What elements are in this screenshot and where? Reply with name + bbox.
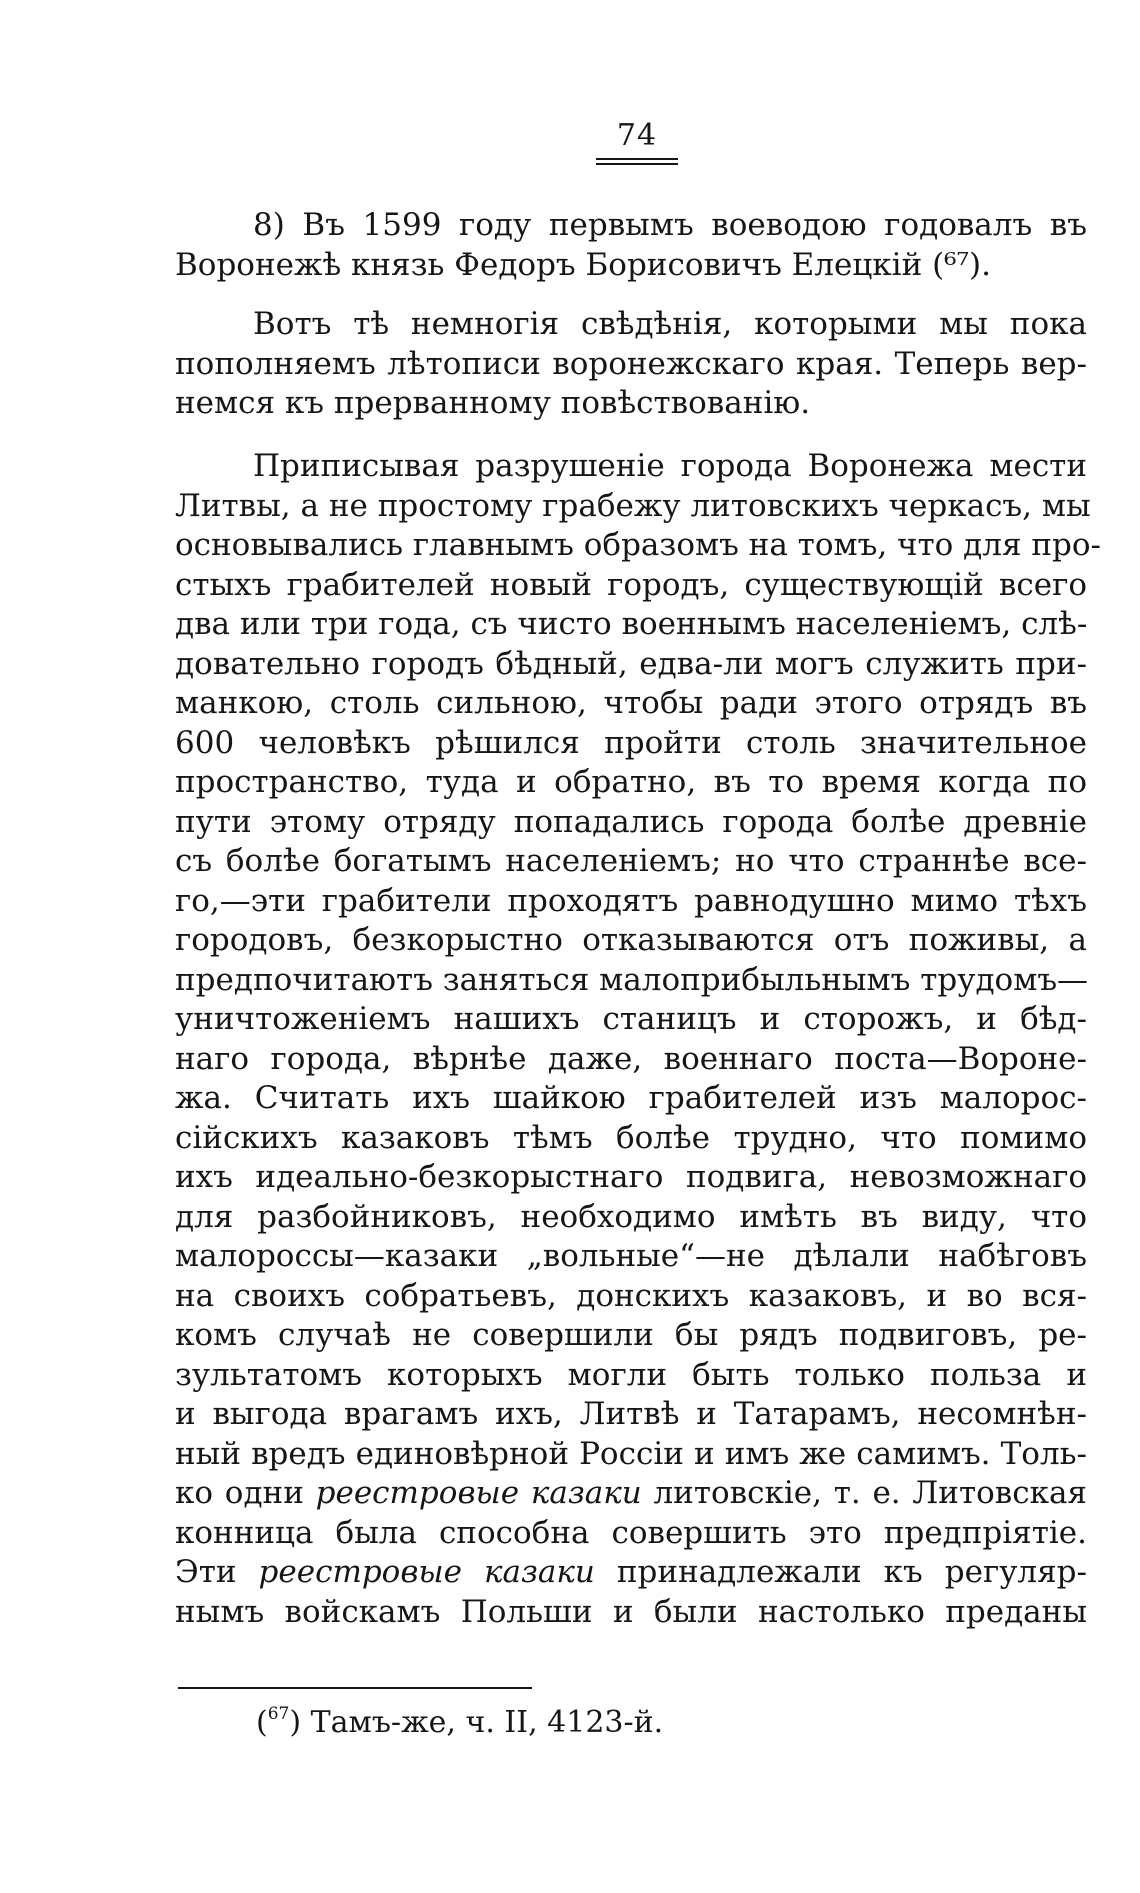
footnote-rule bbox=[178, 1687, 532, 1689]
paragraph-3 bbox=[175, 447, 1102, 1632]
text-line: стыхъ грабителей новый городъ, существующій всего bbox=[175, 566, 1087, 603]
page-number: 74 bbox=[616, 118, 658, 153]
text-line: жа. Считать ихъ шайкою грабителей изъ малорос- bbox=[175, 1080, 1087, 1116]
text-line: городовъ, безкорыстно отказываются отъ поживы, а bbox=[175, 922, 1087, 958]
footnote-text: Тамъ-же, ч. II, 4123-й. bbox=[310, 1705, 664, 1740]
text-line: ко одни реестровые казаки литовскіе, т. е. Литовская bbox=[175, 1475, 1087, 1511]
text-line: пополняемъ лѣтописи воронежскаго края. Теперь вер- bbox=[175, 345, 1087, 382]
text-line: уничтоженіемъ нашихъ станицъ и сторожъ, и бѣд- bbox=[175, 1001, 1087, 1037]
text-line: 8) Въ 1599 году первымъ воеводою годовалъ въ bbox=[253, 207, 1087, 243]
text-line: немся къ прерванному повѣствованію. bbox=[175, 385, 811, 421]
text-line: два или три года, съ чисто военнымъ населеніемъ, слѣ- bbox=[175, 606, 1088, 642]
paragraph-2 bbox=[175, 305, 1087, 424]
footnote-marker: 67 bbox=[267, 1704, 290, 1724]
text-line: конница была способна совершить это предпріятіе. bbox=[175, 1514, 1087, 1551]
page-number-block bbox=[596, 118, 678, 165]
text-line: съ болѣе богатымъ населеніемъ; но что страннѣе все- bbox=[175, 843, 1087, 879]
text-line: сійскихъ казаковъ тѣмъ болѣе трудно, что помимо bbox=[175, 1119, 1087, 1156]
text-line: пространство, туда и обратно, въ то время когда по bbox=[175, 764, 1087, 800]
text-line: ный вредъ единовѣрной Россіи и имъ же самимъ. Толь- bbox=[175, 1435, 1087, 1472]
text-line-with-footnote: Воронежѣ князь Федоръ Борисовичъ Елецкій (⁶⁷). bbox=[175, 246, 991, 283]
text-line: наго города, вѣрнѣе даже, военнаго поста—Вороне- bbox=[175, 1040, 1087, 1077]
text-line: довательно городъ бѣдный, едва-ли могъ служить при- bbox=[175, 645, 1087, 682]
text-line: Эти реестровые казаки принадлежали къ регуляр- bbox=[175, 1554, 1088, 1590]
footnote: ($^{67}$) Тамъ-же, ч. II, 4123-й. bbox=[256, 1704, 664, 1740]
page-number-rule-second bbox=[596, 163, 678, 165]
italic-phrase: реестровые казаки bbox=[315, 1475, 642, 1511]
text-line: 600 человѣкъ рѣшился пройти столь значительное bbox=[175, 724, 1087, 761]
text-line: предпочитаютъ заняться малоприбыльнымъ трудомъ— bbox=[175, 961, 1089, 998]
text-line: и выгода врагамъ ихъ, Литвѣ и Татарамъ, несомнѣн- bbox=[175, 1396, 1087, 1432]
text-line: ихъ идеально-безкорыстнаго подвига, невозможнаго bbox=[175, 1159, 1087, 1195]
paragraph-1 bbox=[175, 206, 1087, 285]
text-line: на своихъ собратьевъ, донскихъ казаковъ, и во вся- bbox=[175, 1277, 1087, 1314]
text-line: нымъ войскамъ Польши и были настолько преданы bbox=[175, 1593, 1087, 1630]
text-line: малороссы—казаки „вольные“—не дѣлали набѣговъ bbox=[175, 1238, 1087, 1274]
text-line: пути этому отряду попадались города болѣе древніе bbox=[175, 803, 1087, 840]
text-line: комъ случаѣ не совершили бы рядъ подвиговъ, ре- bbox=[175, 1317, 1087, 1353]
text-line: манкою, столь сильною, чтобы ради этого отрядъ въ bbox=[175, 685, 1087, 721]
text-line: Литвы, а не простому грабежу литовскихъ черкасъ, мы bbox=[175, 487, 1091, 524]
page-number-rule bbox=[596, 158, 678, 160]
text-line: го,—эти грабители проходятъ равнодушно мимо тѣхъ bbox=[175, 882, 1087, 919]
text-line: Приписывая разрушеніе города Воронежа мести bbox=[253, 448, 1087, 484]
text-line: Вотъ тѣ немногія свѣдѣнія, которыми мы пока bbox=[253, 306, 1087, 342]
italic-phrase: реестровые казаки bbox=[258, 1554, 595, 1590]
text-line: основывались главнымъ образомъ на томъ, что для про- bbox=[175, 527, 1102, 563]
text-line: для разбойниковъ, необходимо имѣть въ виду, что bbox=[175, 1198, 1087, 1235]
text-line: зультатомъ которыхъ могли быть только польза и bbox=[175, 1356, 1087, 1393]
